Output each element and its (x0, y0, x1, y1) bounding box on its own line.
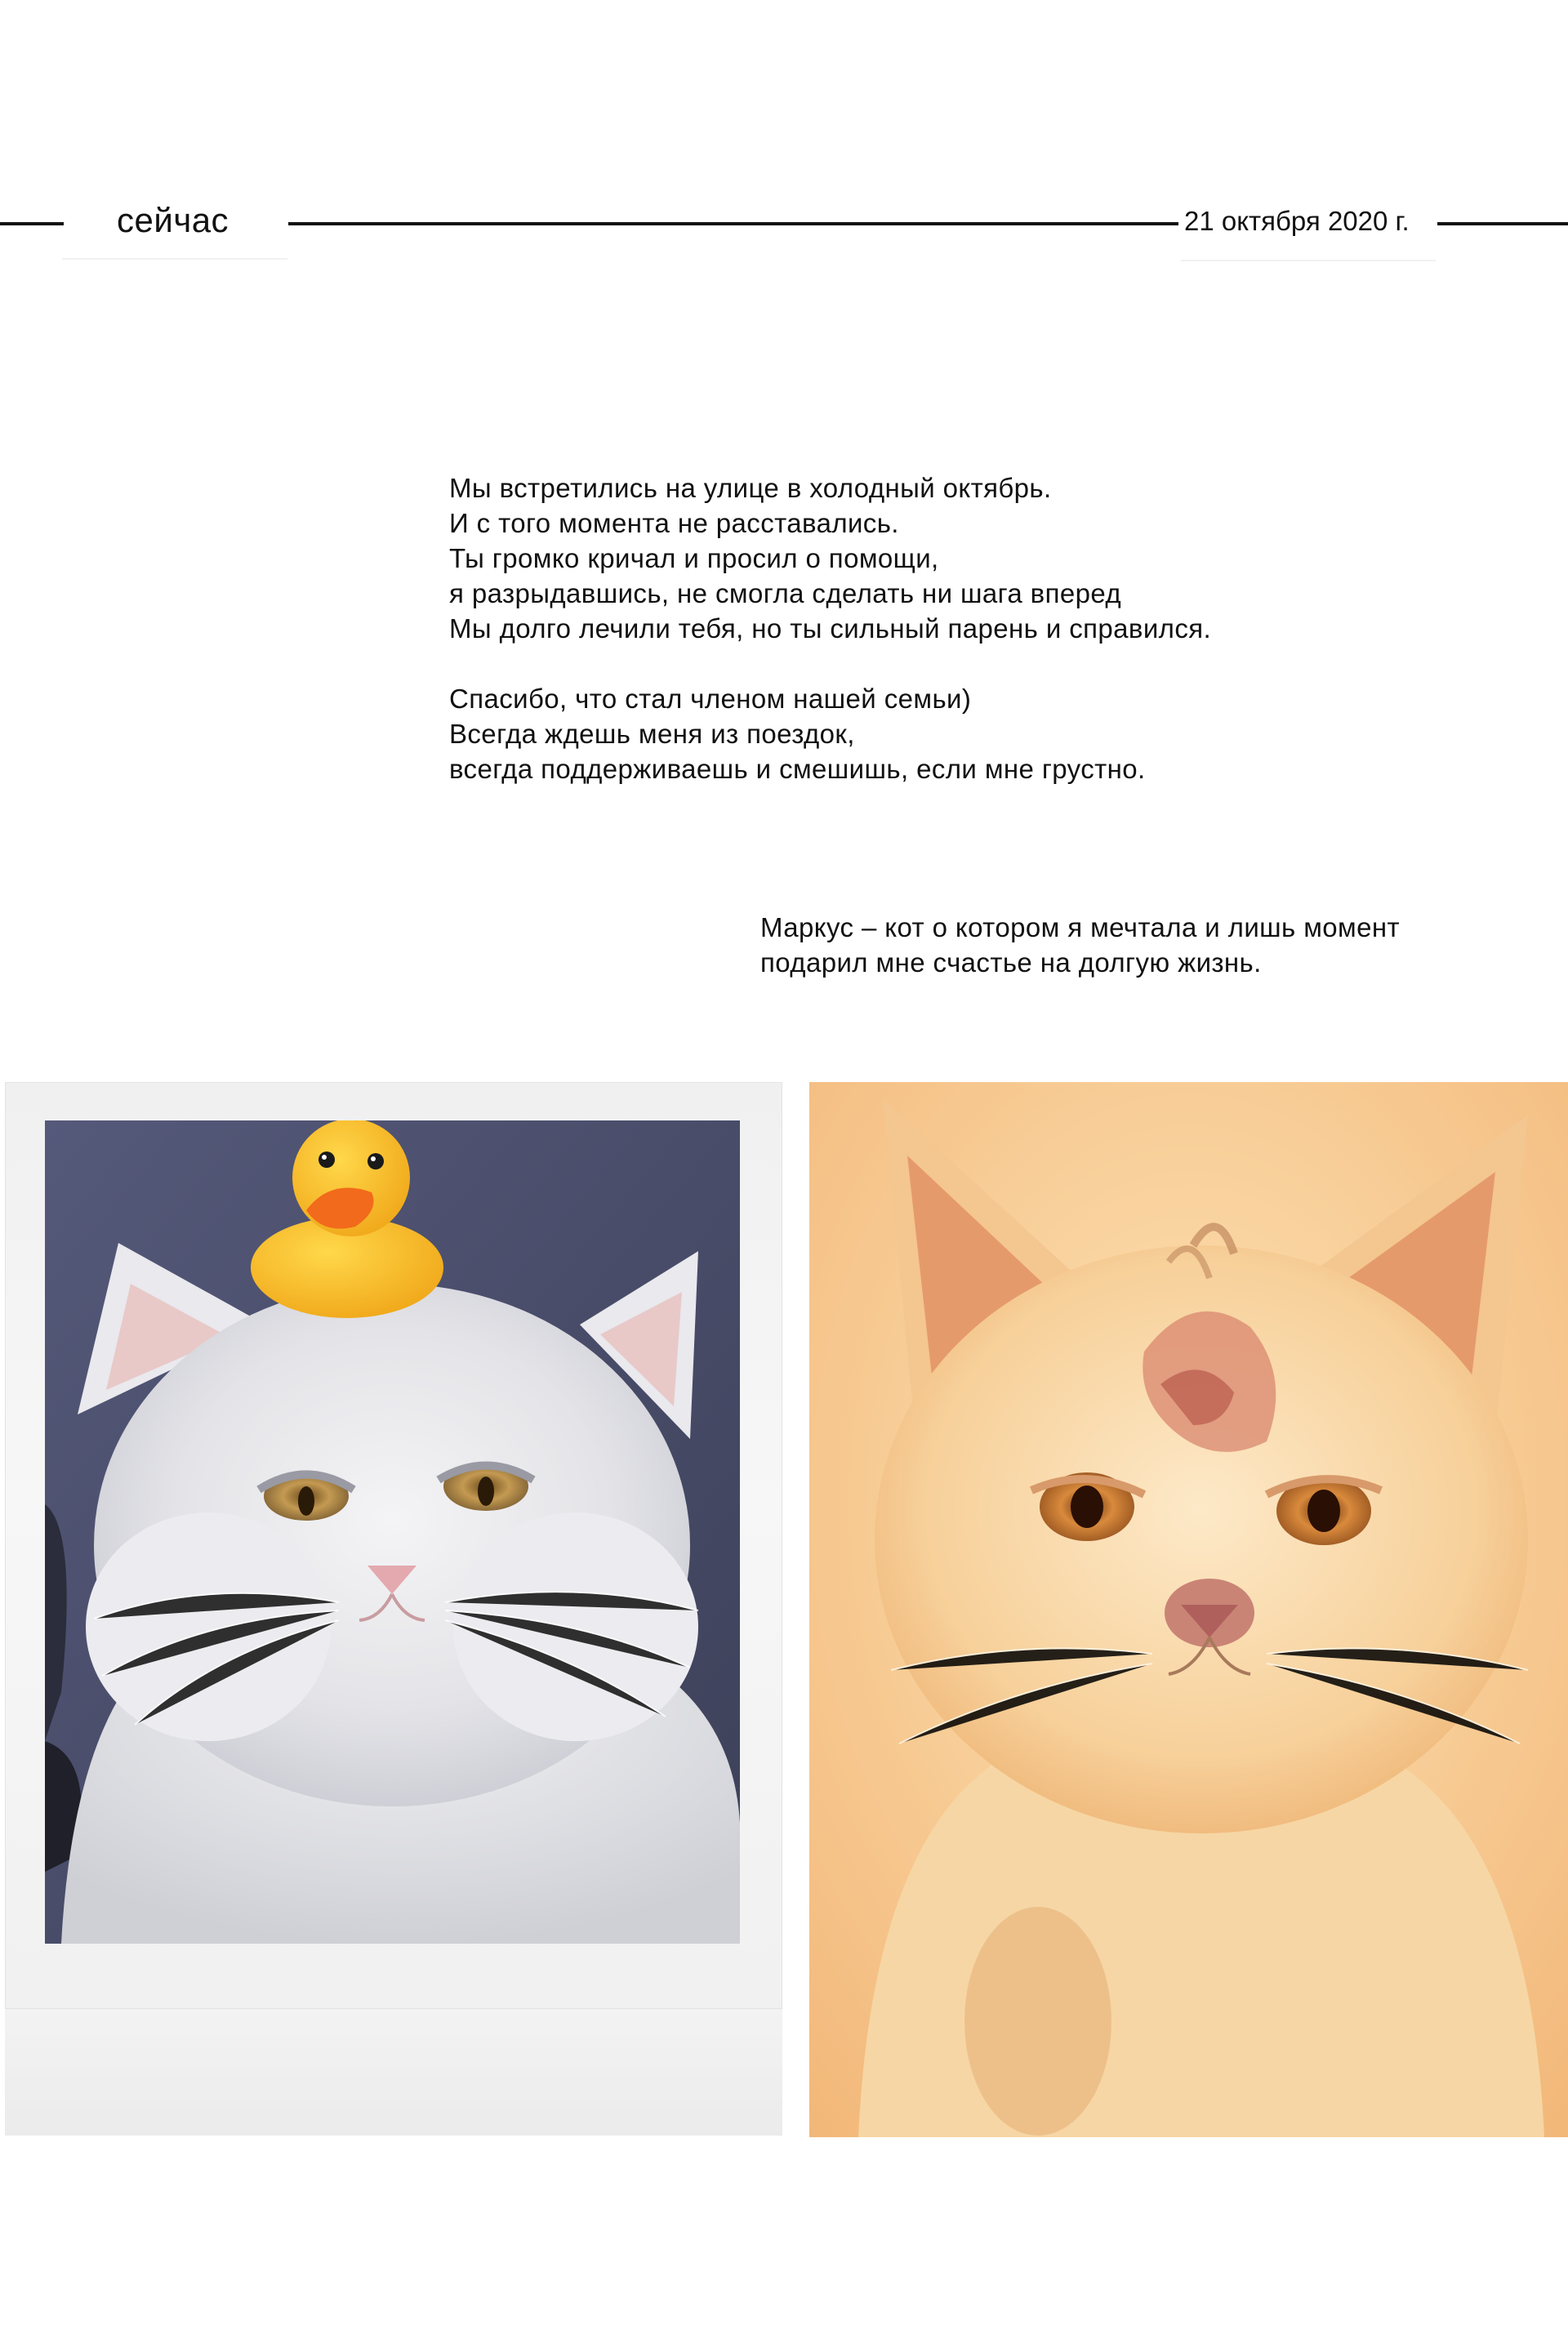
white-cat-photo (45, 1120, 740, 1944)
injured-cat-illustration (809, 1082, 1568, 2137)
polaroid-frame (5, 1082, 782, 2136)
header-rule-right (1437, 222, 1568, 225)
entry-date: 21 октября 2020 г. (1184, 206, 1410, 236)
stanza-gap (449, 646, 1396, 681)
poem-line: всегда поддерживаешь и смешишь, если мне грустно. (449, 754, 1146, 784)
poem-line: Ты громко кричал и просил о помощи, (449, 543, 939, 573)
caption-line: Маркус – кот о котором я мечтала и лишь момент (760, 912, 1401, 942)
poem-line: Мы долго лечили тебя, но ты сильный парень и справился. (449, 613, 1212, 644)
poem-line: Всегда ждешь меня из поездок, (449, 719, 855, 749)
polaroid-bottom-margin (5, 2008, 782, 2136)
header-rule-left (0, 222, 64, 225)
caption-line: подарил мне счастье на долгую жизнь. (760, 947, 1262, 978)
poem-text (449, 470, 1396, 786)
section-label: сейчас (117, 201, 229, 239)
date-underline (1181, 260, 1436, 261)
label-underline (62, 258, 287, 260)
header-rule-middle (288, 222, 1178, 225)
poem-line: Мы встретились на улице в холодный октябрь. (449, 473, 1052, 503)
poem-line: Спасибо, что стал членом нашей семьи) (449, 684, 972, 714)
photo-caption (760, 910, 1544, 980)
poem-line: я разрыдавшись, не смогла сделать ни шага вперед (449, 578, 1122, 608)
injured-cat-photo (809, 1082, 1568, 2137)
white-cat-illustration (45, 1120, 740, 1944)
poem-line: И с того момента не расставались. (449, 508, 899, 538)
